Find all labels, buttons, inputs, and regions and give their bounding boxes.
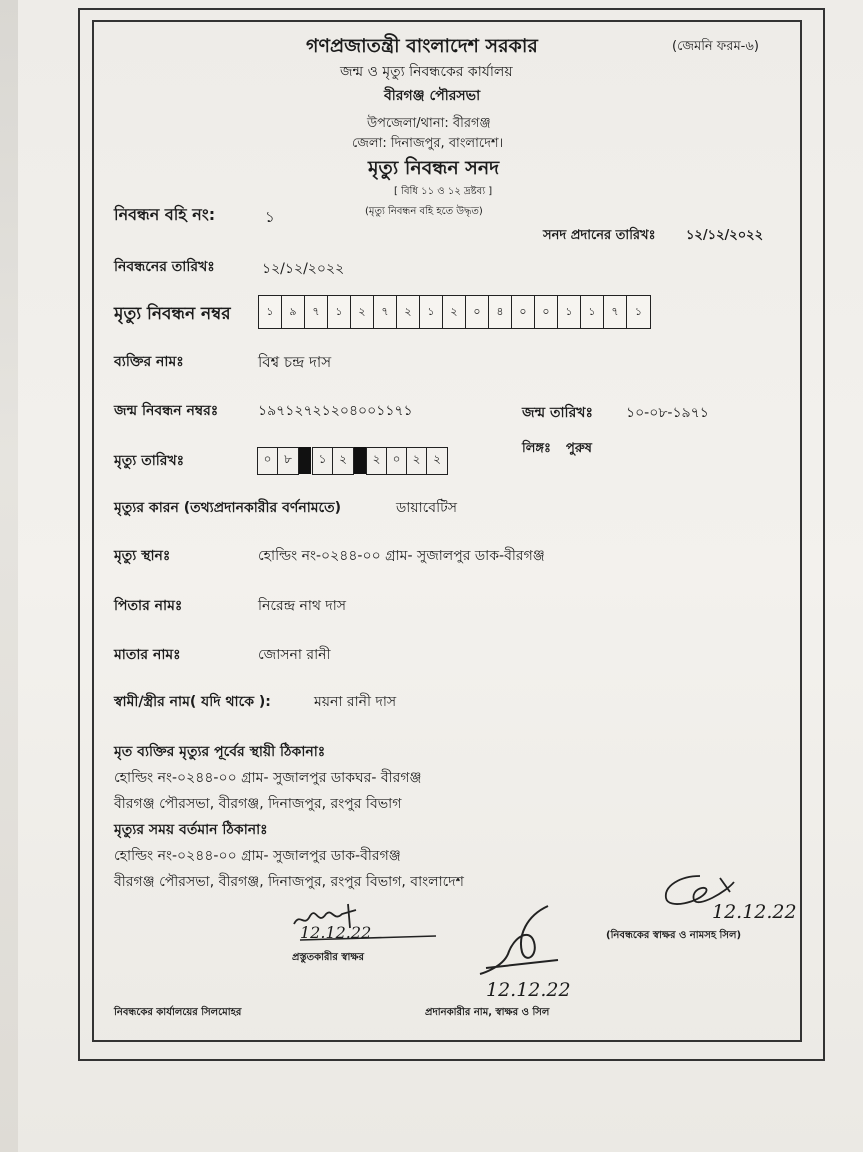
book-number-value: ১: [265, 208, 275, 226]
registration-digit: ১: [634, 304, 643, 318]
office-seal-label: নিবন্ধকের কার্যালয়ের সিলমোহর: [114, 1007, 242, 1018]
registration-digit: ৭: [374, 296, 397, 328]
death-day-digit: ০: [258, 448, 278, 474]
registrar-signature-label: (নিবন্ধকের স্বাক্ষর ও নামসহ সিল): [606, 930, 742, 941]
mother-name-value: জোসনা রানী: [258, 647, 331, 663]
current-address-line1: হোল্ডিং নং-০২৪৪-০০ গ্রাম- সুজালপুর ডাক-বীরগঞ্জ: [114, 848, 401, 864]
registration-digit: ০: [466, 296, 489, 328]
person-name-value: বিশ্ব চন্দ্র দাস: [258, 353, 332, 371]
death-place-label: মৃত্যু স্থানঃ: [114, 548, 171, 564]
registrar-signature-date: 12.12.22: [712, 901, 797, 923]
registration-date-label: নিবন্ধনের তারিখঃ: [114, 259, 215, 275]
registration-digit: ৪: [489, 296, 512, 328]
birth-date-label: জন্ম তারিখঃ: [522, 405, 593, 421]
form-number: (জেমনি ফরম-৬): [672, 39, 759, 54]
permanent-address-line1: হোল্ডিং নং-০২৪৪-০০ গ্রাম- সুজালপুর ডাকঘর- বীরগঞ্জ: [114, 770, 422, 786]
death-cause-label: মৃত্যুর কারন (তথ্যপ্রদানকারীর বর্ণনামতে): [114, 500, 342, 516]
death-place-value: হোল্ডিং নং-০২৪৪-০০ গ্রাম- সুজালপুর ডাক-বীরগঞ্জ: [258, 548, 545, 564]
death-year-boxes: [366, 447, 448, 475]
issuer-signature-label: প্রদানকারীর নাম, স্বাক্ষর ও সিল: [425, 1007, 550, 1018]
registration-digit: ৭: [604, 296, 627, 328]
permanent-address-label: মৃত ব্যক্তির মৃত্যুর পূর্বের স্থায়ী ঠিকানাঃ: [114, 744, 326, 760]
person-name-label: ব্যক্তির নামঃ: [114, 354, 184, 370]
registration-digit: ৯: [282, 296, 305, 328]
birth-date-value: ১০-০৮-১৯৭১: [626, 405, 709, 421]
birth-registration-label: জন্ম নিবন্ধন নম্বরঃ: [114, 403, 219, 419]
district-line: জেলা: দিনাজপুর, বাংলাদেশ।: [352, 136, 504, 151]
issuer-signature-date: 12.12.22: [486, 979, 571, 1001]
registration-digit: ১: [581, 296, 604, 328]
death-day-digit: ৮: [284, 452, 292, 466]
issue-date-value: ১২/১২/২০২২: [686, 228, 764, 243]
death-month-boxes: [312, 447, 354, 475]
issue-date-label: সনদ প্রদানের তারিখঃ: [543, 228, 656, 243]
death-year-digit: ২: [433, 452, 441, 466]
father-name-value: নিরেন্দ্র নাথ দাস: [258, 598, 347, 614]
death-date-label: মৃত্যু তারিখঃ: [114, 453, 185, 469]
registration-digit: ০: [512, 296, 535, 328]
father-name-label: পিতার নামঃ: [114, 598, 183, 614]
death-registration-number-boxes: [258, 295, 651, 329]
registration-date-value: ১২/১২/২০২২: [262, 261, 345, 277]
gender-value: পুরুষ: [566, 441, 592, 456]
certificate-title: মৃত্যু নিবন্ধন সনদ: [368, 157, 500, 179]
current-address-line2: বীরগঞ্জ পৌরসভা, বীরগঞ্জ, দিনাজপুর, রংপুর বিভাগ, বাংলাদেশ: [114, 874, 464, 890]
gender-label: লিঙ্গঃ: [522, 441, 551, 456]
upazila-line: উপজেলা/থানা: বীরগঞ্জ: [367, 116, 491, 131]
registration-digit: ২: [397, 296, 420, 328]
issuer-signature: [478, 902, 588, 982]
death-cause-value: ডায়াবেটিস: [396, 500, 457, 516]
death-year-digit: ০: [387, 448, 407, 474]
government-heading: গণপ্রজাতন্ত্রী বাংলাদেশ সরকার: [306, 35, 538, 57]
source-note: (মৃত্যু নিবন্ধন বহি হতে উদ্ধৃত): [365, 206, 483, 217]
current-address-label: মৃত্যুর সময় বর্তমান ঠিকানাঃ: [114, 822, 268, 838]
preparer-signature-label: প্রস্তুতকারীর স্বাক্ষর: [292, 952, 364, 963]
book-number-label: নিবন্ধন বহি নং:: [114, 205, 216, 224]
rule-reference: [ বিধি ১১ ও ১২ দ্রষ্টব্য ]: [394, 186, 493, 197]
death-year-digit: ২: [407, 448, 427, 474]
municipality-name: বীরগঞ্জ পৌরসভা: [384, 88, 481, 104]
date-separator: [354, 447, 366, 474]
death-month-digit: ১: [313, 448, 333, 474]
birth-registration-value: ১৯৭১২৭২১২০৪০০১১৭১: [258, 403, 413, 419]
registration-digit: ২: [443, 296, 466, 328]
death-day-boxes: [257, 447, 299, 475]
death-year-digit: ২: [367, 448, 387, 474]
registration-digit: ০: [535, 296, 558, 328]
spouse-name-label: স্বামী/স্ত্রীর নাম( যদি থাকে ):: [114, 694, 271, 710]
death-month-digit: ২: [339, 452, 347, 466]
date-separator: [299, 447, 311, 474]
death-registration-label: মৃত্যু নিবন্ধন নম্বর: [114, 304, 231, 324]
permanent-address-line2: বীরগঞ্জ পৌরসভা, বীরগঞ্জ, দিনাজপুর, রংপুর বিভাগ: [114, 796, 402, 812]
mother-name-label: মাতার নামঃ: [114, 647, 181, 663]
registration-digit: ১: [328, 296, 351, 328]
registration-digit: ১: [420, 296, 443, 328]
preparer-signature-date: 12.12.22: [300, 923, 372, 942]
registration-digit: ১: [558, 296, 581, 328]
registration-digit: ২: [351, 296, 374, 328]
registration-digit: ৭: [305, 296, 328, 328]
spouse-name-value: ময়না রানী দাস: [314, 694, 397, 710]
registration-digit: ১: [259, 296, 282, 328]
office-name: জন্ম ও মৃত্যু নিবন্ধকের কার্যালয়: [340, 64, 513, 80]
